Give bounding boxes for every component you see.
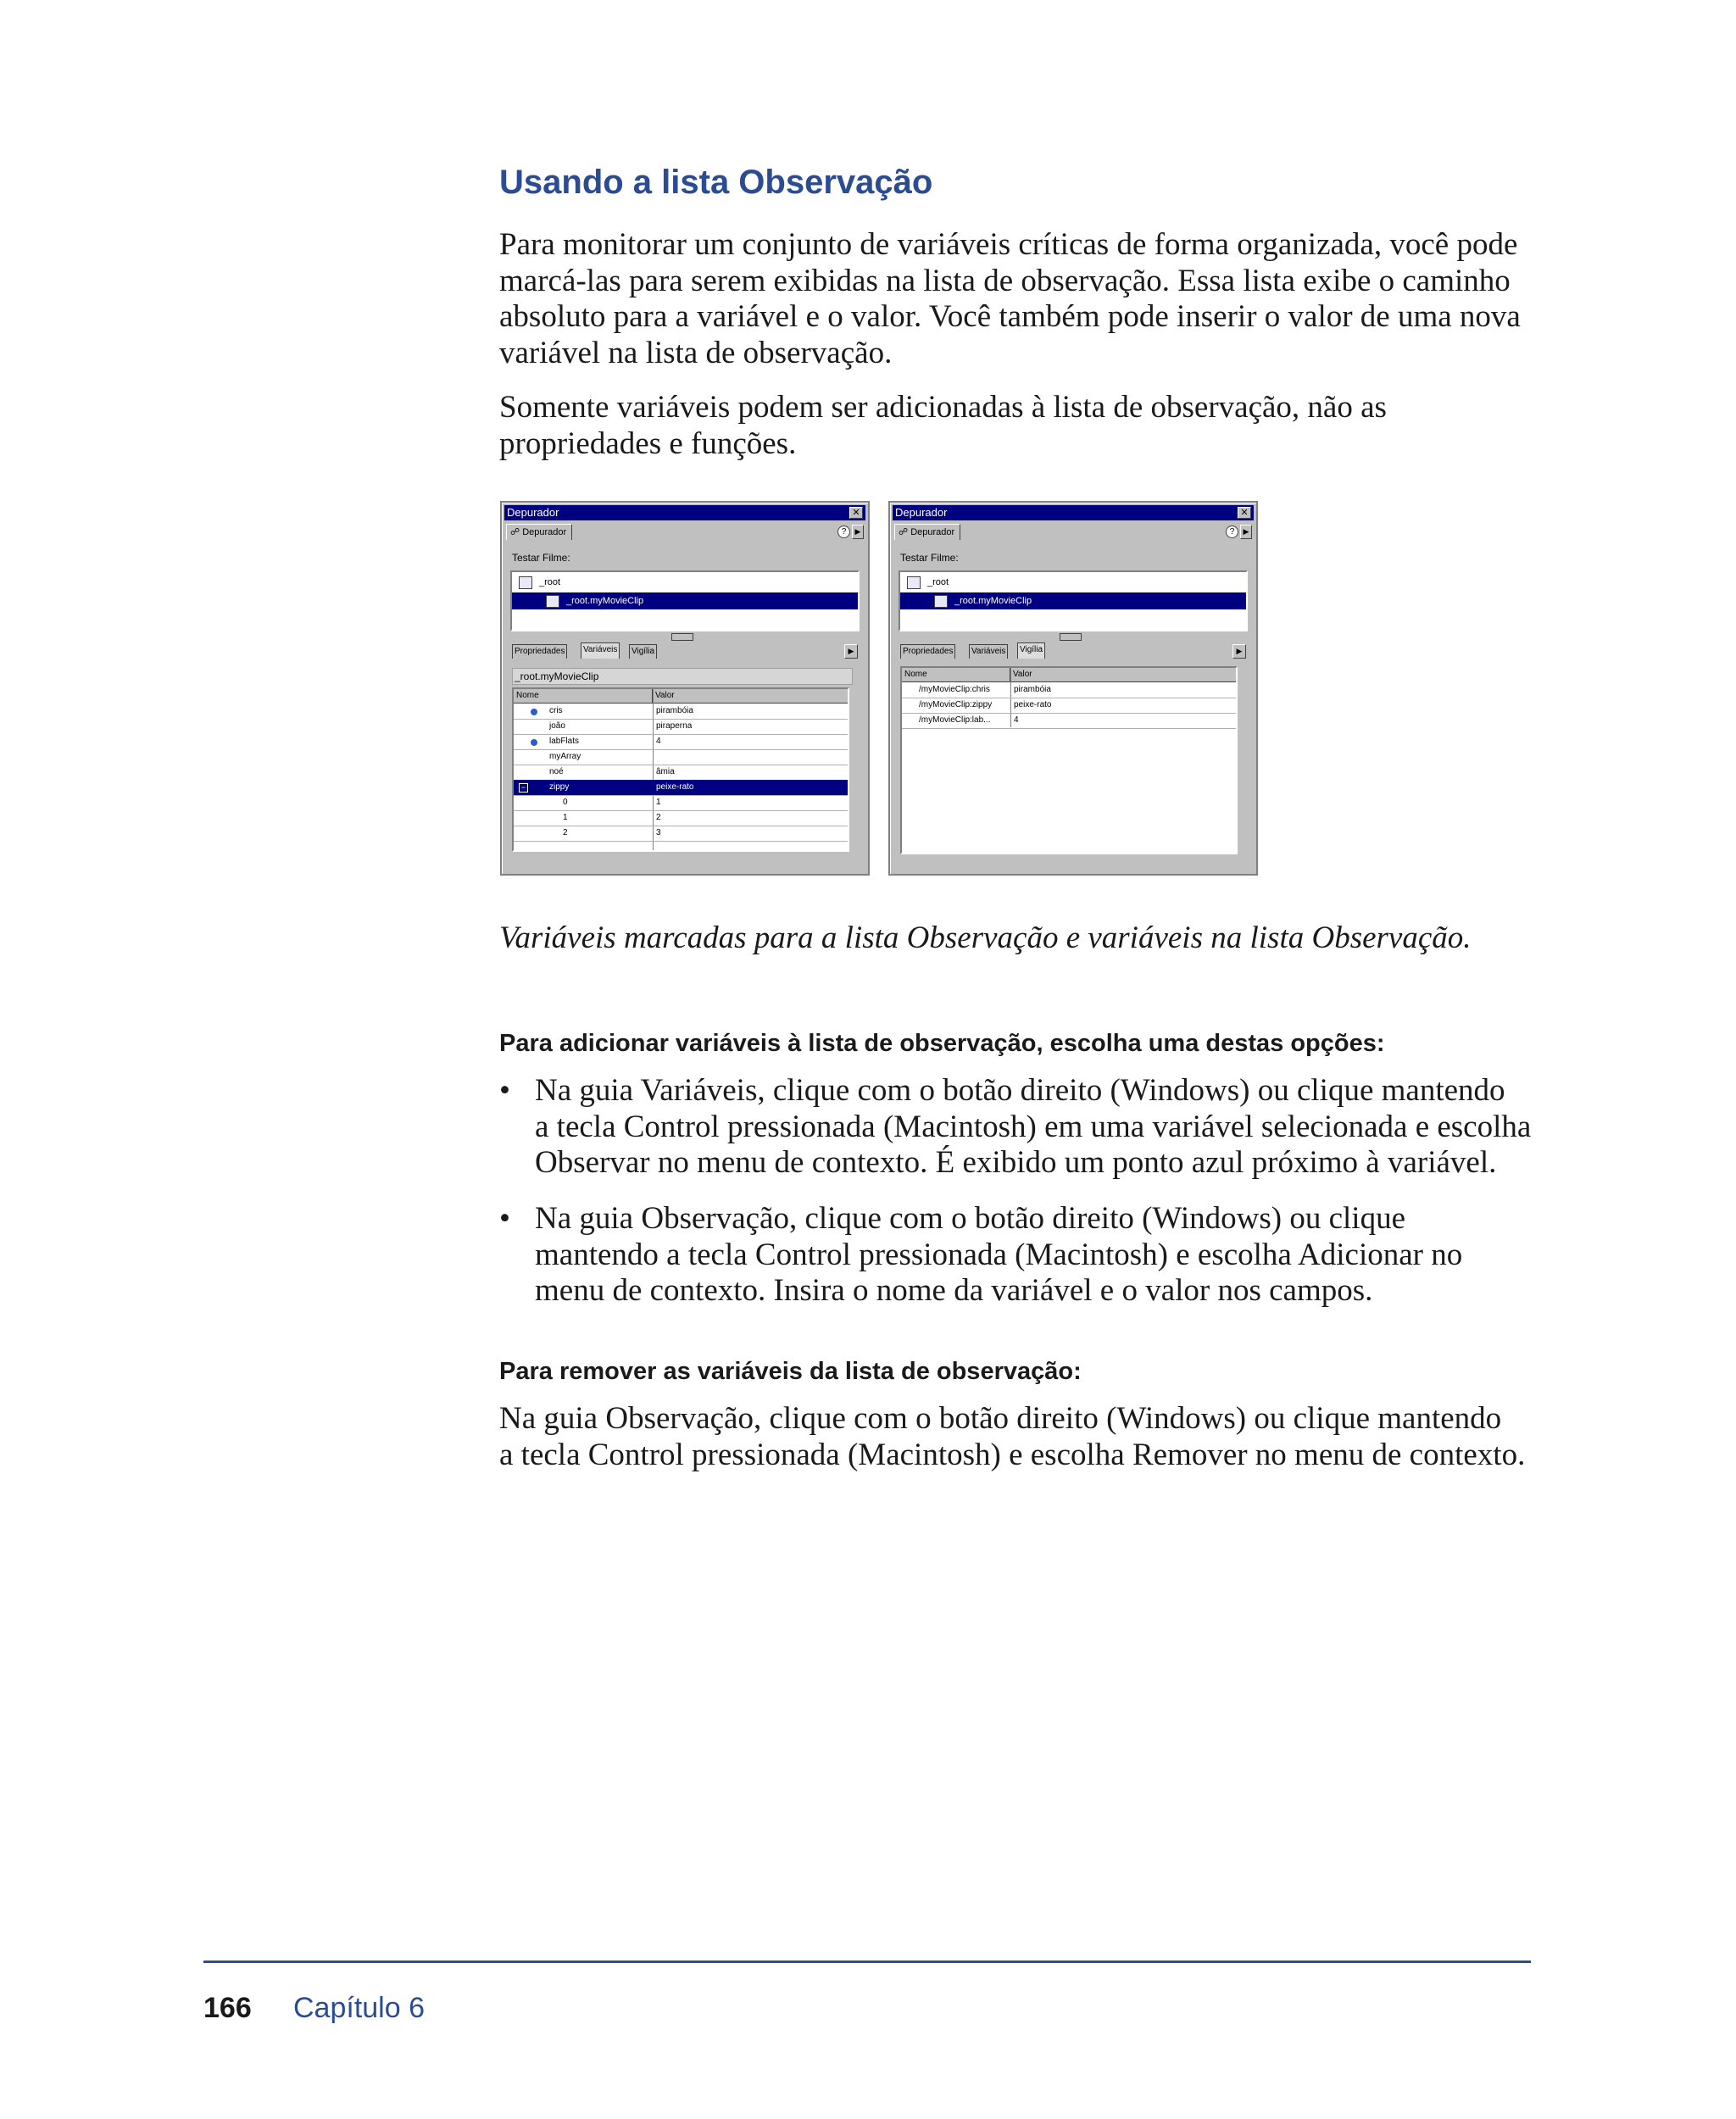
text-line: propriedades e funções.: [499, 425, 797, 461]
tab-depurador[interactable]: [894, 524, 960, 540]
display-list-tree: [899, 570, 1248, 631]
grid-header: [514, 689, 848, 704]
panel-menu-button[interactable]: ▶: [852, 525, 864, 539]
tree-item-label: _root: [539, 577, 561, 587]
table-row[interactable]: [514, 749, 848, 765]
procedure-title-add: Para adicionar variáveis à lista de observação, escolha uma destas opções:: [499, 1030, 1385, 1057]
watch-dot-icon: [531, 709, 537, 715]
target-path-label: _root.myMovieClip: [512, 668, 853, 685]
tree-item-movieclip[interactable]: [512, 592, 858, 609]
row-name: cris: [549, 706, 563, 715]
row-name: noé: [549, 767, 564, 776]
text-line: Somente variáveis podem ser adicionadas à lista de observação, não as: [499, 390, 1387, 425]
test-movie-label: Testar Filme:: [900, 552, 959, 564]
collapse-icon[interactable]: −: [519, 783, 528, 793]
row-name: 0: [563, 798, 568, 807]
bullet-icon: •: [499, 1201, 510, 1236]
table-row[interactable]: [514, 719, 848, 735]
tab-menu-button[interactable]: ▶: [844, 644, 858, 659]
table-row[interactable]: [514, 734, 848, 750]
table-row[interactable]: [514, 810, 848, 826]
debugger-window-variables: [500, 501, 870, 876]
figure-caption: Variáveis marcadas para a lista Observação e variáveis na lista Observação.: [499, 920, 1472, 955]
text-line: variável na lista de observação.: [499, 335, 893, 370]
text-line: Na guia Variáveis, clique com o botão direito (Windows) ou clique mantendo: [535, 1073, 1505, 1108]
row-name: myArray: [549, 752, 581, 761]
text-line: Para monitorar um conjunto de variáveis críticas de forma organizada, você pode: [499, 227, 1518, 262]
help-button[interactable]: ?: [837, 526, 850, 538]
intro-paragraph: [499, 227, 1542, 371]
tab-label: Depurador: [910, 527, 955, 537]
row-value: 4: [656, 737, 661, 746]
column-valor[interactable]: Valor: [1013, 670, 1032, 679]
row-name: 1: [563, 813, 568, 822]
list-item-text: [535, 1073, 1550, 1182]
close-button[interactable]: ✕: [849, 507, 863, 519]
row-value: âmia: [656, 767, 675, 776]
pane-splitter[interactable]: [671, 633, 693, 641]
text-line: Na guia Observação, clique com o botão direito (Windows) ou clique mantendo: [499, 1401, 1502, 1436]
list-item: [499, 1201, 1550, 1310]
movie-clip-icon: [934, 595, 948, 608]
text-line: a tecla Control pressionada (Macintosh) em uma variável selecionada e escolha: [535, 1109, 1532, 1144]
row-value: 1: [656, 798, 661, 807]
section-heading: Usando a lista Observação: [499, 164, 933, 201]
pane-splitter[interactable]: [1060, 633, 1082, 641]
table-row[interactable]: [902, 682, 1236, 698]
row-value: peixe-rato: [1014, 700, 1052, 709]
variables-grid: [512, 687, 849, 852]
row-value: peixe-rato: [656, 782, 694, 792]
footer-rule: [203, 1960, 1531, 1963]
test-movie-label: Testar Filme:: [512, 552, 570, 564]
table-row[interactable]: [514, 826, 848, 842]
tree-item-movieclip[interactable]: [900, 592, 1246, 609]
tab-propriedades[interactable]: Propriedades: [900, 644, 955, 659]
row-name: /myMovieClip:chris: [919, 685, 990, 694]
movie-clip-icon: [907, 576, 921, 589]
tree-item-root[interactable]: [900, 574, 1246, 591]
panel-tab-row: [504, 522, 865, 541]
table-row[interactable]: [514, 704, 848, 720]
panel-tab-row: [893, 522, 1254, 541]
tab-menu-button[interactable]: ▶: [1232, 644, 1246, 659]
watch-dot-icon: [531, 739, 537, 746]
table-row[interactable]: [902, 698, 1236, 714]
watch-grid: [900, 666, 1238, 854]
row-name: zippy: [549, 782, 570, 792]
tab-label: Depurador: [522, 527, 567, 537]
text-line: mantendo a tecla Control pressionada (Macintosh) e escolha Adicionar no: [535, 1237, 1463, 1272]
table-row[interactable]: [514, 795, 848, 811]
row-name: labFlats: [549, 737, 580, 746]
grid-header: [902, 668, 1236, 682]
tab-variaveis[interactable]: Variáveis: [581, 642, 620, 659]
panel-menu-button[interactable]: ▶: [1240, 525, 1252, 539]
inspector-tabs: [899, 642, 1248, 659]
row-value: 3: [656, 828, 661, 837]
display-list-tree: [510, 570, 860, 631]
page-number: 166: [203, 1992, 252, 2024]
text-line: menu de contexto. Insira o nome da variável e o valor nos campos.: [535, 1273, 1373, 1308]
column-nome[interactable]: Nome: [514, 689, 653, 703]
chapter-label: Capítulo 6: [293, 1992, 425, 2024]
help-button[interactable]: ?: [1226, 526, 1238, 538]
second-paragraph: [499, 390, 1542, 462]
movie-clip-icon: [546, 595, 559, 608]
window-titlebar[interactable]: [893, 505, 1254, 520]
list-item: [499, 1073, 1550, 1182]
tree-item-label: _root.myMovieClip: [954, 596, 1032, 606]
close-button[interactable]: ✕: [1238, 507, 1251, 519]
remove-paragraph: [499, 1401, 1542, 1473]
column-valor[interactable]: Valor: [655, 691, 675, 700]
row-name: joão: [549, 721, 565, 731]
text-line: absoluto para a variável e o valor. Você também pode inserir o valor de uma nova: [499, 299, 1521, 334]
tab-variaveis[interactable]: Variáveis: [969, 644, 1008, 659]
row-name: /myMovieClip:lab...: [919, 715, 991, 725]
tree-item-label: _root.myMovieClip: [566, 596, 644, 606]
column-nome[interactable]: Nome: [902, 668, 1010, 681]
debugger-window-watch: [888, 501, 1258, 876]
row-value: pirambóia: [1014, 685, 1051, 694]
text-line: marcá-las para serem exibidas na lista de observação. Essa lista exibe o caminho: [499, 263, 1511, 298]
table-row-selected[interactable]: [514, 780, 848, 796]
row-name: /myMovieClip:zippy: [919, 700, 993, 709]
movie-clip-icon: [519, 576, 532, 589]
row-value: 2: [656, 813, 661, 822]
text-line: Na guia Observação, clique com o botão direito (Windows) ou clique: [535, 1201, 1406, 1236]
row-name: 2: [563, 828, 568, 837]
row-value: piraperna: [656, 721, 693, 731]
tab-propriedades[interactable]: Propriedades: [512, 644, 567, 659]
procedure-title-remove: Para remover as variáveis da lista de observação:: [499, 1358, 1082, 1385]
tree-item-label: _root: [927, 577, 949, 587]
bug-icon: ☍: [899, 527, 909, 537]
tab-vigilia[interactable]: Vigília: [1017, 642, 1045, 659]
window-title: Depurador: [507, 506, 559, 519]
window-title: Depurador: [895, 506, 948, 519]
inspector-tabs: [510, 642, 860, 659]
tab-vigilia[interactable]: Vigília: [629, 644, 657, 659]
row-value: pirambóia: [656, 706, 693, 715]
table-row[interactable]: [902, 713, 1236, 729]
tab-depurador[interactable]: [506, 524, 572, 540]
table-row[interactable]: [514, 765, 848, 781]
text-line: Observar no menu de contexto. É exibido um ponto azul próximo à variável.: [535, 1145, 1497, 1180]
tree-item-root[interactable]: [512, 574, 858, 591]
window-titlebar[interactable]: [504, 505, 865, 520]
row-value: 4: [1014, 715, 1019, 725]
bullet-icon: •: [499, 1073, 510, 1108]
list-item-text: [535, 1201, 1550, 1310]
text-line: a tecla Control pressionada (Macintosh) e escolha Remover no menu de contexto.: [499, 1437, 1526, 1472]
bug-icon: ☍: [510, 527, 520, 537]
